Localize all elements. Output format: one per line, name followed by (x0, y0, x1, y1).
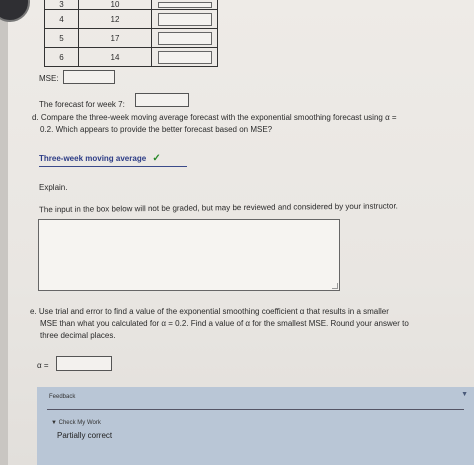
alpha-input[interactable] (56, 356, 112, 371)
mse-label: MSE: (39, 74, 59, 83)
checkmark-icon: ✓ (152, 153, 161, 164)
feedback-title: Feedback (49, 394, 76, 400)
mse-input[interactable] (63, 70, 115, 84)
forecast-week7-label: The forecast for week 7: (39, 100, 125, 109)
table-row: 4 12 (45, 10, 218, 29)
table-row: 5 17 (45, 29, 218, 48)
selected-answer: Three-week moving average (39, 154, 147, 163)
alpha-label: α = (37, 361, 49, 370)
forecast-input[interactable] (158, 51, 212, 64)
divider (47, 409, 464, 410)
explanation-textarea[interactable] (38, 219, 340, 291)
table-row: 3 10 (45, 0, 218, 10)
forecast-week7-input[interactable] (135, 93, 189, 107)
question-page (8, 0, 474, 465)
forecast-input[interactable] (158, 2, 212, 8)
nav-circle-icon[interactable] (0, 0, 30, 22)
feedback-panel (37, 387, 474, 465)
part-e-question: e. Use trial and error to find a value of the exponential smoothing coefficient α that results in a smaller MSE than what you calculated for α = 0.2. Find a value of α for the smallest MSE. Round your answer to three decimal places. (30, 307, 409, 340)
explain-label: Explain. (39, 183, 68, 192)
feedback-result: Partially correct (57, 431, 113, 440)
answer-select-three-week[interactable] (39, 153, 187, 167)
data-table (44, 0, 218, 67)
forecast-input[interactable] (158, 32, 212, 45)
chevron-down-icon[interactable]: ▼ (461, 391, 468, 398)
check-my-work-toggle[interactable]: ▼ Check My Work (51, 420, 101, 426)
part-d-question: d. Compare the three-week moving average forecast with the exponential smoothing forecast using α = 0.2. Which appears to provide the better forecast based on MSE? (32, 113, 397, 134)
explain-note: The input in the box below will not be graded, but may be reviewed and considered by your instructor. (38, 201, 398, 215)
resize-handle-icon[interactable] (332, 283, 338, 289)
table-row: 6 14 (45, 48, 218, 67)
forecast-input[interactable] (158, 13, 212, 26)
